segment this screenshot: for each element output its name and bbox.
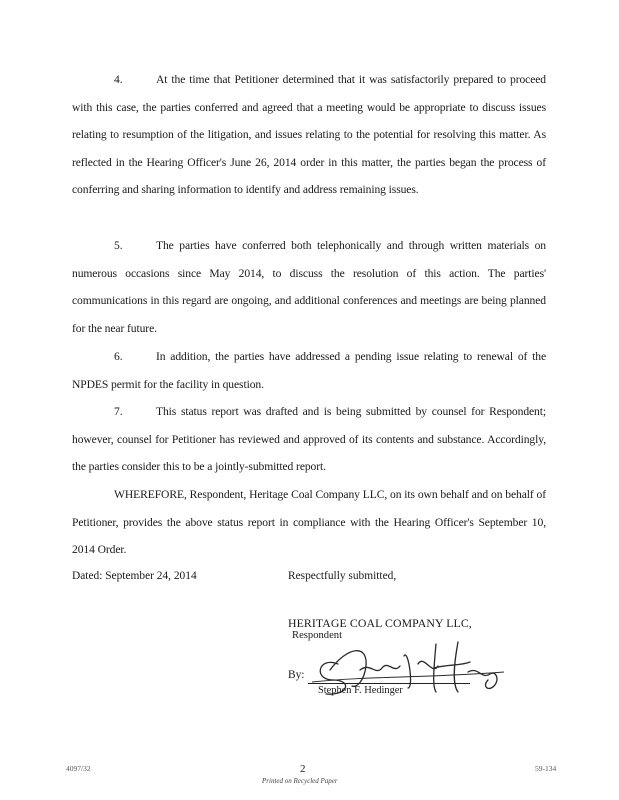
firm-name: HERITAGE COAL COMPANY LLC, (288, 616, 472, 630)
wherefore-paragraph: WHEREFORE, Respondent, Heritage Coal Company LLC, on its own behalf and on behalf of Petitioner, provides the above status report in compliance with the Hearing Officer's September 10, 2014 Order. (72, 488, 546, 556)
by-label: By: (288, 669, 305, 681)
paragraph-5 (72, 232, 546, 342)
date-line: Dated: September 24, 2014 (72, 570, 197, 582)
respectfully-submitted: Respectfully submitted, (288, 570, 397, 582)
footer-right-code: 59-134 (535, 764, 557, 773)
footer-left-code: 4097/32 (66, 764, 91, 773)
paragraph-6 (72, 343, 546, 398)
recycled-paper-note: Printed on Recycled Paper (262, 777, 338, 785)
paragraph-number: 4. (114, 73, 123, 86)
paragraph-4 (72, 66, 546, 204)
signer-name: Stephen F. Hedinger (318, 685, 403, 696)
party-role: Respondent (292, 630, 343, 641)
page-number: 2 (300, 763, 306, 775)
paragraph-text: This status report was drafted and is being submitted by counsel for Respondent; however, counsel for Petitioner has reviewed and approved of its contents and substance. Accordingly, the parties consider this to be a jointly-submitted report. (72, 405, 546, 473)
paragraph-text: At the time that Petitioner determined that it was satisfactorily prepared to proceed with this case, the parties conferred and agreed that a meeting would be appropriate to discuss issues relating to resumption of the litigation, and issues relating to the potential for resolving this matter. As reflected in the Hearing Officer's June 26, 2014 order in this matter, the parties began the process of conferring and sharing information to identify and address remaining issues. (72, 73, 546, 196)
paragraph-number: 5. (114, 239, 123, 252)
paragraph-number: 6. (114, 350, 123, 363)
paragraph-7 (72, 398, 546, 481)
paragraph-text: In addition, the parties have addressed a pending issue relating to renewal of the NPDES permit for the facility in question. (72, 350, 546, 391)
signature-line (308, 683, 470, 684)
paragraph-text: The parties have conferred both telephonically and through written materials on numerous occasions since May 2014, to discuss the resolution of this action. The parties' communications in this regard are ongoing, and additional conferences and meetings are being planned for the near future. (72, 239, 546, 335)
paragraph-number: 7. (114, 405, 123, 418)
